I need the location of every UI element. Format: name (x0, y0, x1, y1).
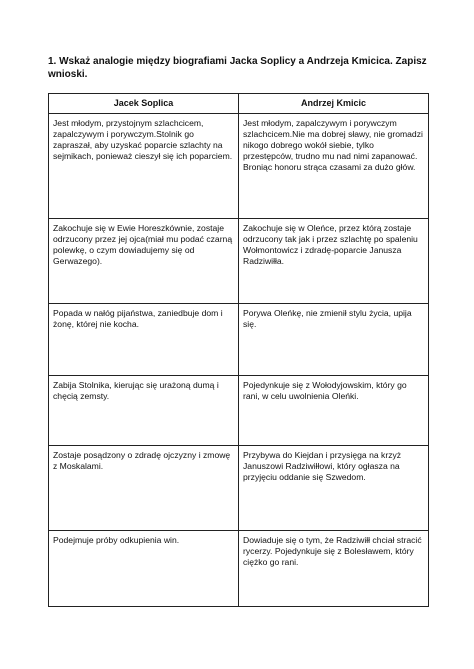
soplica-cell (49, 446, 239, 531)
kmicic-cell (239, 531, 429, 607)
cell-text: Zostaje posądzony o zdradę ojczyzny i zmowę z Moskalami. (53, 450, 231, 471)
cell-text: Przybywa do Kiejdan i przysięga na krzyż Januszowi Radziwiłłowi, który ogłasza na przyjęciu oddanie się Szwedom. (243, 450, 402, 482)
table-row (49, 531, 429, 607)
cell-text: Zabija Stolnika, kierując się urażoną dumą i chęcią zemsty. (53, 380, 219, 401)
cell-text: Jest młodym, zapalczywym i porywczym szlachcicem.Nie ma dobrej sławy, nie gromadzi nikogo dobrego wokół siebie, tylko przestępców, trudno mu nad nimi zapanować. Broniąc honoru strąca czasami za dużo głów. (243, 118, 423, 172)
cell-text: Popada w nałóg pijaństwa, zaniedbuje dom i żonę, której nie kocha. (53, 308, 223, 329)
table-row (49, 304, 429, 376)
header-andrzej-kmicic: Andrzej Kmicic (239, 94, 429, 114)
cell-text: Pojedynkuje się z Wołodyjowskim, który go rani, w celu uwolnienia Oleńki. (243, 380, 407, 401)
kmicic-cell (239, 376, 429, 446)
cell-text: Zakochuje się w Ewie Horeszkównie, zostaje odrzucony przez jej ojca(miał mu podać czarną polewkę, o czym dowiadujemy się od Gerwazego). (53, 223, 233, 266)
table-row (49, 446, 429, 531)
soplica-cell (49, 114, 239, 219)
question-text: 1. Wskaż analogie między biografiami Jacka Soplicy a Andrzeja Kmicica. Zapisz wnioski. (48, 56, 427, 80)
soplica-cell (49, 219, 239, 304)
kmicic-cell (239, 446, 429, 531)
kmicic-cell (239, 304, 429, 376)
cell-text: Porywa Oleńkę, nie zmienił stylu życia, upija się. (243, 308, 412, 329)
soplica-cell (49, 376, 239, 446)
table-row (49, 114, 429, 219)
kmicic-cell (239, 114, 429, 219)
table-row (49, 376, 429, 446)
table-row (49, 219, 429, 304)
cell-text: Podejmuje próby odkupienia win. (53, 535, 180, 545)
cell-text: Dowiaduje się o tym, że Radziwiłł chciał stracić rycerzy. Pojedynkuje się z Bolesławem, który ciężko go rani. (243, 535, 422, 567)
kmicic-cell (239, 219, 429, 304)
comparison-table (48, 93, 429, 607)
cell-text: Jest młodym, przystojnym szlachcicem, zapalczywym i porywczym.Stolnik go zapraszał, aby uzyskać poparcie szlachty na sejmikach, ponieważ cieszył się ich poparciem. (53, 118, 233, 161)
soplica-cell (49, 304, 239, 376)
table-header-row (49, 94, 429, 114)
cell-text: Zakochuje się w Oleńce, przez którą zostaje odrzucony tak jak i przez szlachtę po spaleniu Wołmontowicz i zdradę-poparcie Janusza Radziwiłła. (243, 223, 418, 266)
soplica-cell (49, 531, 239, 607)
header-jacek-soplica: Jacek Soplica (49, 94, 239, 114)
